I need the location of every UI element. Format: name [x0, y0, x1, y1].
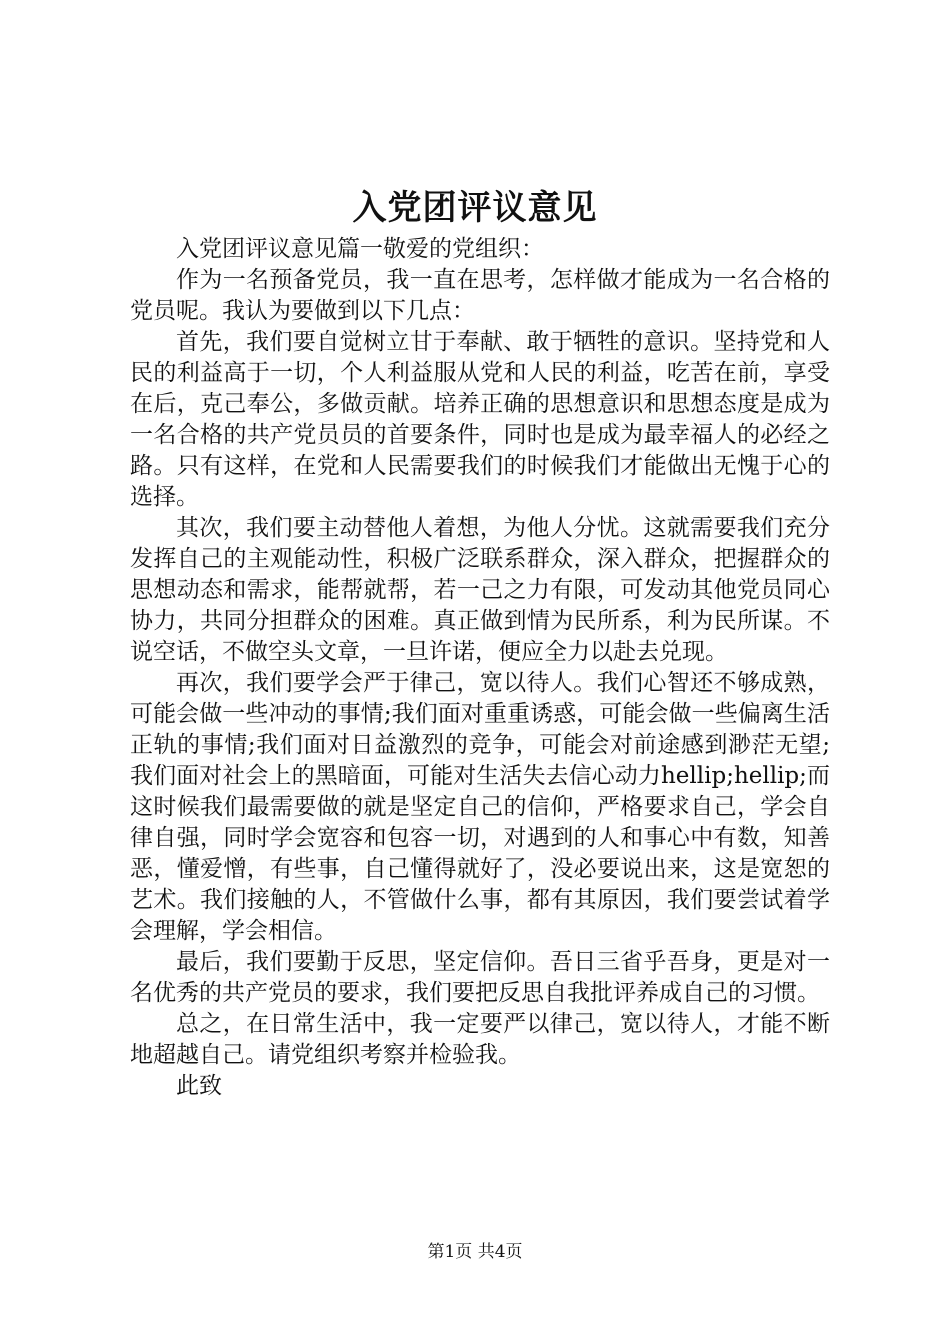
- paragraph-intro: 作为一名预备党员，我一直在思考，怎样做才能成为一名合格的党员呢。我认为要做到以下几点：: [130, 267, 830, 324]
- paragraph-second-point: 其次，我们要主动替他人着想，为他人分忧。这就需要我们充分发挥自己的主观能动性，积极广泛联系群众，深入群众，把握群众的思想动态和需求，能帮就帮，若一己之力有限，可发动其他党员同心协力，共同分担群众的困难。真正做到情为民所系，利为民所谋。不说空话，不做空头文章，一旦许诺，便应全力以赴去兑现。: [130, 515, 830, 665]
- paragraph-conclusion: 总之，在日常生活中，我一定要严以律己，宽以待人，才能不断地超越自己。请党组织考察并检验我。: [130, 1011, 830, 1068]
- paragraph-first-point: 首先，我们要自觉树立甘于奉献、敢于牺牲的意识。坚持党和人民的利益高于一切，个人利益服从党和人民的利益，吃苦在前，享受在后，克己奉公，多做贡献。培养正确的思想意识和思想态度是成为一名合格的共产党员员的首要条件，同时也是成为最幸福人的必经之路。只有这样，在党和人民需要我们的时候我们才能做出无愧于心的选择。: [130, 329, 830, 510]
- paragraph-third-point: 再次，我们要学会严于律己，宽以待人。我们心智还不够成熟，可能会做一些冲动的事情;我们面对重重诱惑，可能会做一些偏离生活正轨的事情;我们面对日益激烈的竞争，可能会对前途感到渺茫无望;我们面对社会上的黑暗面，可能对生活失去信心动力hellip;hellip;而这时候我们最需要做的就是坚定自己的信仰，严格要求自己，学会自律自强，同时学会宽容和包容一切，对遇到的人和事心中有数，知善恶，懂爱憎，有些事，自己懂得就好了，没必要说出来，这是宽恕的艺术。我们接触的人，不管做什么事，都有其原因，我们要尝试着学会理解，学会相信。: [130, 670, 830, 944]
- document-body: [130, 234, 830, 1102]
- paragraph-fourth-point: 最后，我们要勤于反思，坚定信仰。吾日三省乎吾身，更是对一名优秀的共产党员的要求，我们要把反思自我批评养成自己的习惯。: [130, 949, 830, 1006]
- page-footer: 第1页 共4页: [427, 1242, 523, 1262]
- document-title: 入党团评议意见: [352, 188, 598, 228]
- paragraph-salutation: 入党团评议意见篇一敬爱的党组织：: [176, 236, 544, 262]
- paragraph-closing: 此致: [176, 1073, 222, 1099]
